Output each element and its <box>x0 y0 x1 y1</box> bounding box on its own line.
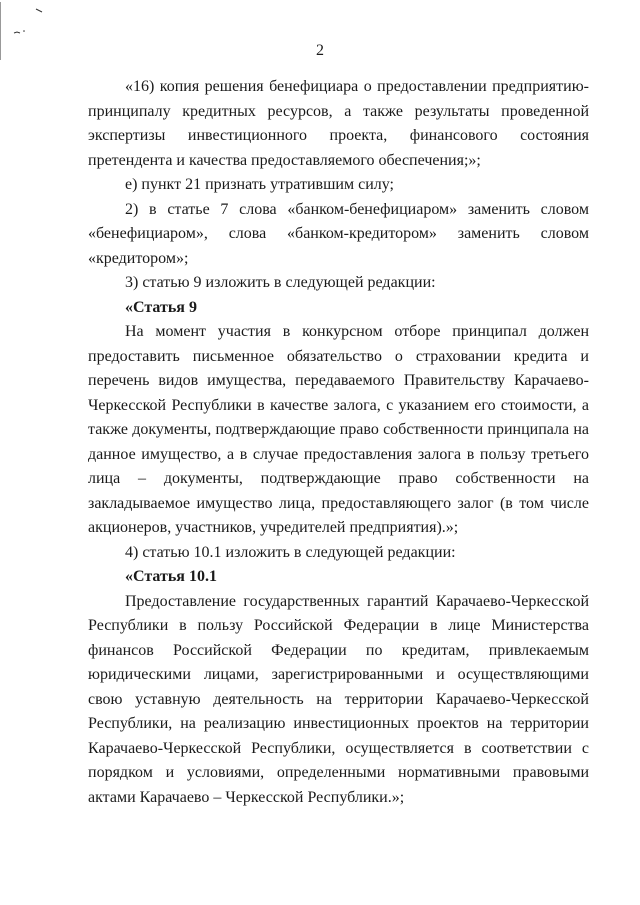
paragraph: «16) копия решения бенефициара о предоставлении предприятию-принципалу кредитных ресурсов, а также результаты проведенной экспертизы инвестиционного проекта, финансового состояния претендента и качества предоставляемого обеспечения;»; <box>88 78 589 169</box>
page-number: 2 <box>316 42 324 59</box>
paragraph: 2) в статье 7 слова «банком-бенефициаром» заменить словом «бенефициаром», слова «банком-кредитором» заменить словом «кредитором»; <box>88 200 589 267</box>
paragraph: е) пункт 21 признать утратившим силу; <box>125 176 394 193</box>
paragraph: На момент участия в конкурсном отборе принципал должен предоставить письменное обязательство о страховании кредита и перечень видов имущества, передаваемого Правительству Карачаево-Черкесской Республики в качестве залога, с указанием его стоимости, а также документы, подтверждающие право собственности принципала на данное имущество, а в случае предоставления залога в пользу третьего лица – документы, подтверждающие право собственности на закладываемое имущество лица, предоставляющего залог (в том числе акционеров, участников, учредителей предприятия).»; <box>88 323 589 536</box>
document-body <box>88 75 589 810</box>
paragraph: 3) статью 9 изложить в следующей редакции: <box>125 274 436 291</box>
paragraph: Предоставление государственных гарантий Карачаево-Черкесской Республики в пользу Российской Федерации в лице Министерства финансов Российской Федерации по кредитам, привлекаемым юридическими лицами, зарегистрированными и осуществляющими свою уставную деятельность на территории Карачаево-Черкесской Республики, на реализацию инвестиционных проектов на территории Карачаево-Черкесской Республики, осуществляется в соответствии с порядком и условиями, определенными нормативными правовыми актами Карачаево – Черкесской Республики.»; <box>88 592 589 806</box>
paragraph: 4) статью 10.1 изложить в следующей редакции: <box>125 543 456 561</box>
article-heading: «Статья 10.1 <box>125 568 217 585</box>
article-heading: «Статья 9 <box>125 298 197 316</box>
